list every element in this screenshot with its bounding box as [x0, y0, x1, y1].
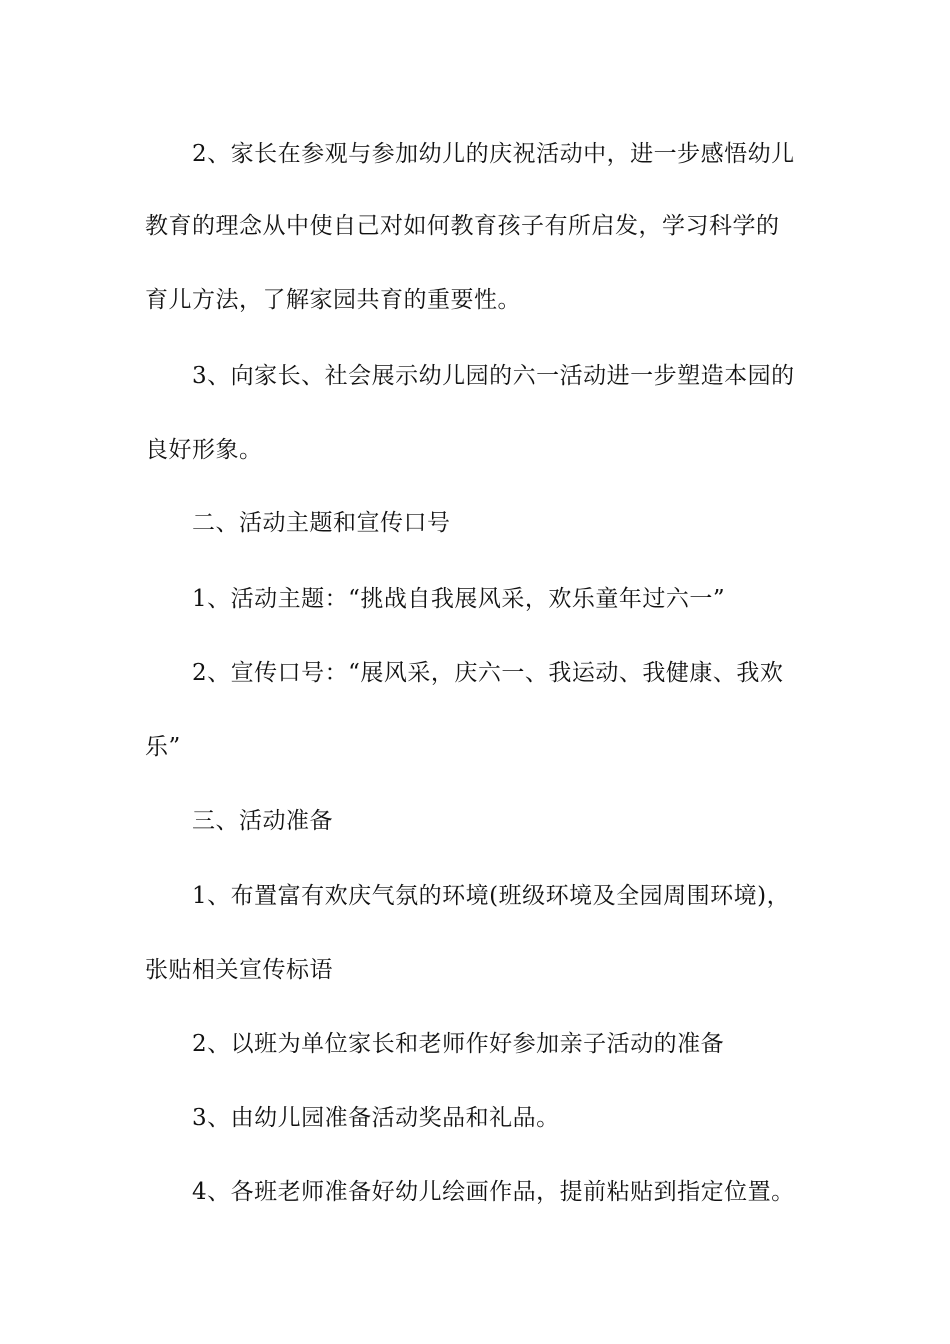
line-text: 2、家长在参观与参加幼儿的庆祝活动中，进一步感悟幼儿	[192, 141, 795, 167]
section-heading	[0, 503, 950, 543]
line-text: 乐”	[145, 734, 181, 760]
paragraph-line	[0, 876, 950, 916]
line-text: 2、以班为单位家长和老师作好参加亲子活动的准备	[192, 1031, 725, 1057]
line-text: 4、各班老师准备好幼儿绘画作品，提前粘贴到指定位置。	[192, 1179, 795, 1205]
paragraph-line	[0, 134, 950, 174]
line-text: 教育的理念从中使自己对如何教育孩子有所启发，学习科学的	[145, 213, 780, 239]
line-text: 3、由幼儿园准备活动奖品和礼品。	[192, 1105, 560, 1131]
paragraph-line	[0, 579, 950, 619]
line-text: 1、布置富有欢庆气氛的环境(班级环境及全园周围环境)，	[192, 883, 791, 909]
paragraph-line	[0, 727, 950, 767]
line-text: 1、活动主题：“挑战自我展风采，欢乐童年过六一”	[192, 586, 726, 612]
paragraph-line	[0, 1172, 950, 1212]
line-text: 3、向家长、社会展示幼儿园的六一活动进一步塑造本园的	[192, 363, 795, 389]
paragraph-line	[0, 950, 950, 990]
heading-text: 三、活动准备	[192, 808, 333, 834]
paragraph-line	[0, 280, 950, 320]
paragraph-line	[0, 1098, 950, 1138]
paragraph-line	[0, 430, 950, 470]
heading-text: 二、活动主题和宣传口号	[192, 510, 451, 536]
line-text: 育儿方法，了解家园共育的重要性。	[145, 287, 521, 313]
line-text: 2、宣传口号：“展风采，庆六一、我运动、我健康、我欢	[192, 660, 784, 686]
line-text: 良好形象。	[145, 437, 263, 463]
paragraph-line	[0, 356, 950, 396]
paragraph-line	[0, 1024, 950, 1064]
section-heading	[0, 801, 950, 841]
line-text: 张贴相关宣传标语	[145, 957, 333, 983]
paragraph-line	[0, 653, 950, 693]
paragraph-line	[0, 206, 950, 246]
